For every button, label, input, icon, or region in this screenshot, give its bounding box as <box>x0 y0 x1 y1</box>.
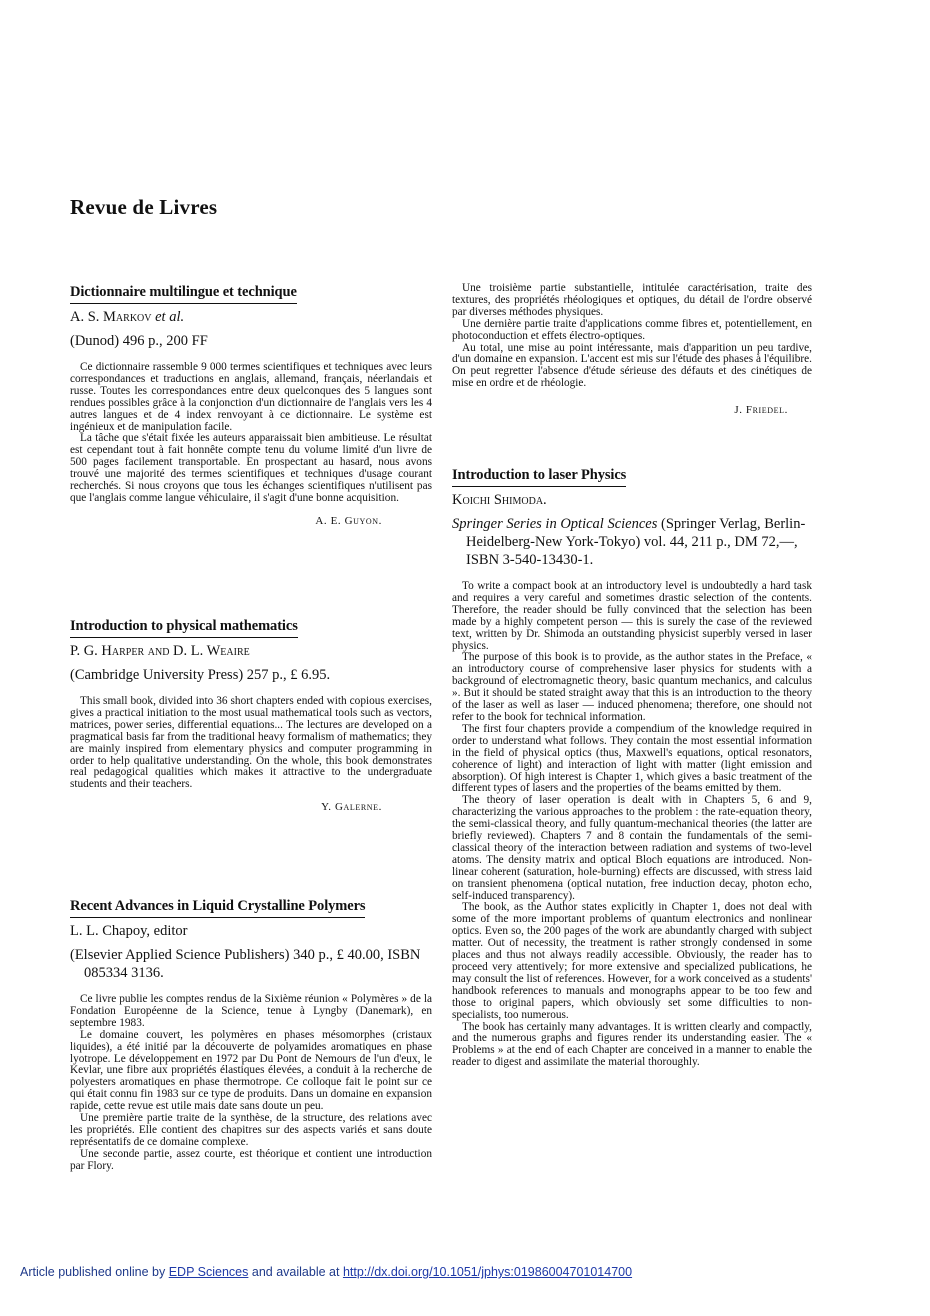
paragraph: Au total, une mise au point intéressante, mais d'apparition un peu tardive, d'un domaine en expansion. L'accent est mis sur l'étude des phases à l'équilibre. On peut regretter l'absence d'étude sérieuse des défauts et des cinétiques de mise en ordre et de rhéologie. <box>452 341 812 390</box>
publication-footer <box>20 1265 632 1279</box>
paragraph: The book, as the Author states explicitly in Chapter 1, does not deal with some of the more important problems of quantum electronics and nonlinear optics. Even so, the 200 pages of the work are abundantly charged with subject matter. Out of necessity, the treatment is rather strongly condensed in some places and thus not always readily accessible. Obviously, the reader has to proceed very attentively; for more extensive and specialized publications, he may consult the list of references. However, for a work conceived as a students' handbook references to manuals and monographs appear to be too few and those to original papers, which obviously set some difficulties to non-specialists, too numerous. <box>452 901 812 1021</box>
review-authors: Koichi Shimoda. <box>452 492 547 508</box>
paragraph: Une première partie traite de la synthèse, de la structure, des relations avec les propriétés. Elle contient des chapitres sur des aspects variés et sans doute représentatifs de ce domaine complexe. <box>70 1112 432 1148</box>
paragraph: Une dernière partie traite d'applications comme fibres et, potentiellement, en photoconduction et effets électro-optiques. <box>452 317 812 342</box>
paragraph: The purpose of this book is to provide, as the author states in the Preface, « an introductory course of comprehensive laser physics for students with a background of electromagnetic theory, basic quantum mechanics, and calculus ». But it should be stated straight away that this is an introduction to the theory of the laser as well as laser — induced phenomena; therefore, one should not refer to the book for technical information. <box>452 651 812 723</box>
series-title: Springer Series in Optical Sciences <box>452 516 658 532</box>
review-heading: Introduction to laser Physics <box>452 467 626 487</box>
review-physical-mathematics <box>70 617 432 813</box>
review-dictionnaire <box>70 283 432 527</box>
author-name: A. S. Markov <box>70 309 152 325</box>
review-authors <box>70 308 432 327</box>
review-continuation <box>452 283 812 416</box>
review-body <box>452 283 812 390</box>
review-body <box>70 362 432 505</box>
paragraph: The book has certainly many advantages. It is written clearly and compactly, and the numerous graphs and figures render its understanding easier. The « Problems » at the end of each Chapter are conceived in a manner to enable the reader to digest and assimilate the material thoroughly. <box>452 1020 812 1069</box>
paragraph: To write a compact book at an introductory level is undoubtedly a hard task and requires a very careful and sometimes drastic selection of the contents. Therefore, the reader should be fully convinced that the selection has been made by a highly competent person — this is surely the case of the reviewed text, written by Dr. Shimoda an outstanding physicist superbly versed in laser physics. <box>452 580 812 652</box>
publisher-link[interactable]: EDP Sciences <box>168 1265 249 1279</box>
paragraph: Une troisième partie substantielle, intitulée caractérisation, traite des textures, des propriétés rhéologiques et optiques, du détail de l'ordre observé par diverses méthodes physiques. <box>452 282 812 318</box>
paragraph: Le domaine couvert, les polymères en phases mésomorphes (cristaux liquides), a été initié par la découverte de polyamides aromatiques en phase lyotrope. Le développement en 1972 par Du Pont de Nemours de l'un d'eux, le Kevlar, une fibre aux propriétés élastiques élevées, a conduit à la recherche de polyesters aromatiques en phase thermotrope. Ce colloque fait le point sur ce qui était connu fin 1983 sur ce type de produits. Dans un domaine en expansion rapide, cette revue est utile mais date sans doute un peu. <box>70 1028 432 1113</box>
paragraph: Ce livre publie les comptes rendus de la Sixième réunion « Polymères » de la Fondation Européenne de la Science, tenue à Lyngby (Danemark), en septembre 1983. <box>70 993 432 1029</box>
review-publication <box>452 515 812 569</box>
review-signature: Y. Galerne. <box>321 801 382 814</box>
footer-prefix: Article published online by <box>20 1265 166 1279</box>
review-heading: Recent Advances in Liquid Crystalline Polymers <box>70 898 365 918</box>
review-authors: L. L. Chapoy, editor <box>70 923 188 939</box>
review-signature: J. Friedel. <box>734 404 788 417</box>
review-liquid-crystalline <box>70 897 432 1173</box>
paragraph: La tâche que s'était fixée les auteurs apparaissait bien ambitieuse. Le résultat est cependant tout à fait honnête compte tenu du volume limité d'un livre de 500 pages facilement transportable. En prospectant au hasard, nous avons trouvé une majorité des termes scientifiques et techniques d'usage courant recherchés. Si nous croyons que tous les échanges scientifiques n'utilisent pas que l'anglais comme langue véhiculaire, il s'agit d'une bonne acquisition. <box>70 432 432 504</box>
review-body <box>70 994 432 1173</box>
publication-details: (Springer Verlag, Berlin-Heidelberg-New York-Tokyo) vol. 44, 211 p., DM 72,—, ISBN 3-540-13430-1. <box>466 516 806 568</box>
review-publication: (Dunod) 496 p., 200 FF <box>70 333 208 349</box>
author-suffix: et al. <box>155 309 185 325</box>
paragraph: Ce dictionnaire rassemble 9 000 termes scientifiques et techniques avec leurs correspondances et traductions en anglais, allemand, français, néerlandais et russe. Toutes les correspondances entre deux quelconques des 5 langues sont rendues possibles grâce à la conjonction d'un dictionnaire de l'anglais vers les 4 autres langues et de 4 index renvoyant à ce dictionnaire. Le système est ingénieux et de manipulation facile. <box>70 361 432 433</box>
review-heading: Introduction to physical mathematics <box>70 618 298 638</box>
review-publication: (Elsevier Applied Science Publishers) 340 p., £ 40.00, ISBN 085334 3136. <box>70 947 421 981</box>
paragraph: Une seconde partie, assez courte, est théorique et contient une introduction par Flory. <box>70 1147 432 1172</box>
review-publication: (Cambridge University Press) 257 p., £ 6.95. <box>70 667 331 683</box>
doi-link[interactable]: http://dx.doi.org/10.1051/jphys:01986004701014700 <box>342 1265 633 1279</box>
paragraph: The first four chapters provide a compendium of the knowledge required in order to understand what follows. They contain the most essential information in the field of physical optics (thus, Maxwell's equations, optical resonators, coherence of light) and interaction of light with matter (light emission and absorption). Of high interest is Chapter 1, which gives a basic treatment of the different types of lasers and the properties of the beams emitted by them. <box>452 722 812 795</box>
footer-middle: and available at <box>251 1265 340 1279</box>
review-body <box>452 581 812 1069</box>
review-heading: Dictionnaire multilingue et technique <box>70 284 297 304</box>
review-laser-physics <box>452 466 812 1069</box>
page-title: Revue de Livres <box>70 195 218 219</box>
paragraph: This small book, divided into 36 short chapters ended with copious exercises, gives a practical initiation to the most usual mathematical tools such as vectors, matrices, power series, differential equations... The lectures are developed on a pragmatical basis far from the traditional heavy formalism of mathematics; they are mainly inspired from elementary physics and computer programming in order to help qualitative understanding. On the whole, this book demonstrates real pedagogical qualities which makes it attractive to the undergraduate students and their teachers. <box>70 695 432 791</box>
review-body <box>70 696 432 791</box>
paragraph: The theory of laser operation is dealt with in Chapters 5, 6 and 9, characterizing the various approaches to the problem : the rate-equation theory, the semi-classical theory, and fully quantum-mechanical theories (the latter are briefly reviewed). Chapters 7 and 8 contain the fundamentals of the semi-classical theory of the interaction between radiation and systems of two-level atoms. The density matrix and optical Bloch equations are introduced. Non-linear coherent (saturation, hole-burning) effects are discussed, with stress laid on transient phenomena (optical nutation, free induction decay, photon echo, self-induced transparency). <box>452 794 812 902</box>
review-authors: P. G. Harper and D. L. Weaire <box>70 643 250 659</box>
review-signature: A. E. Guyon. <box>315 514 382 527</box>
